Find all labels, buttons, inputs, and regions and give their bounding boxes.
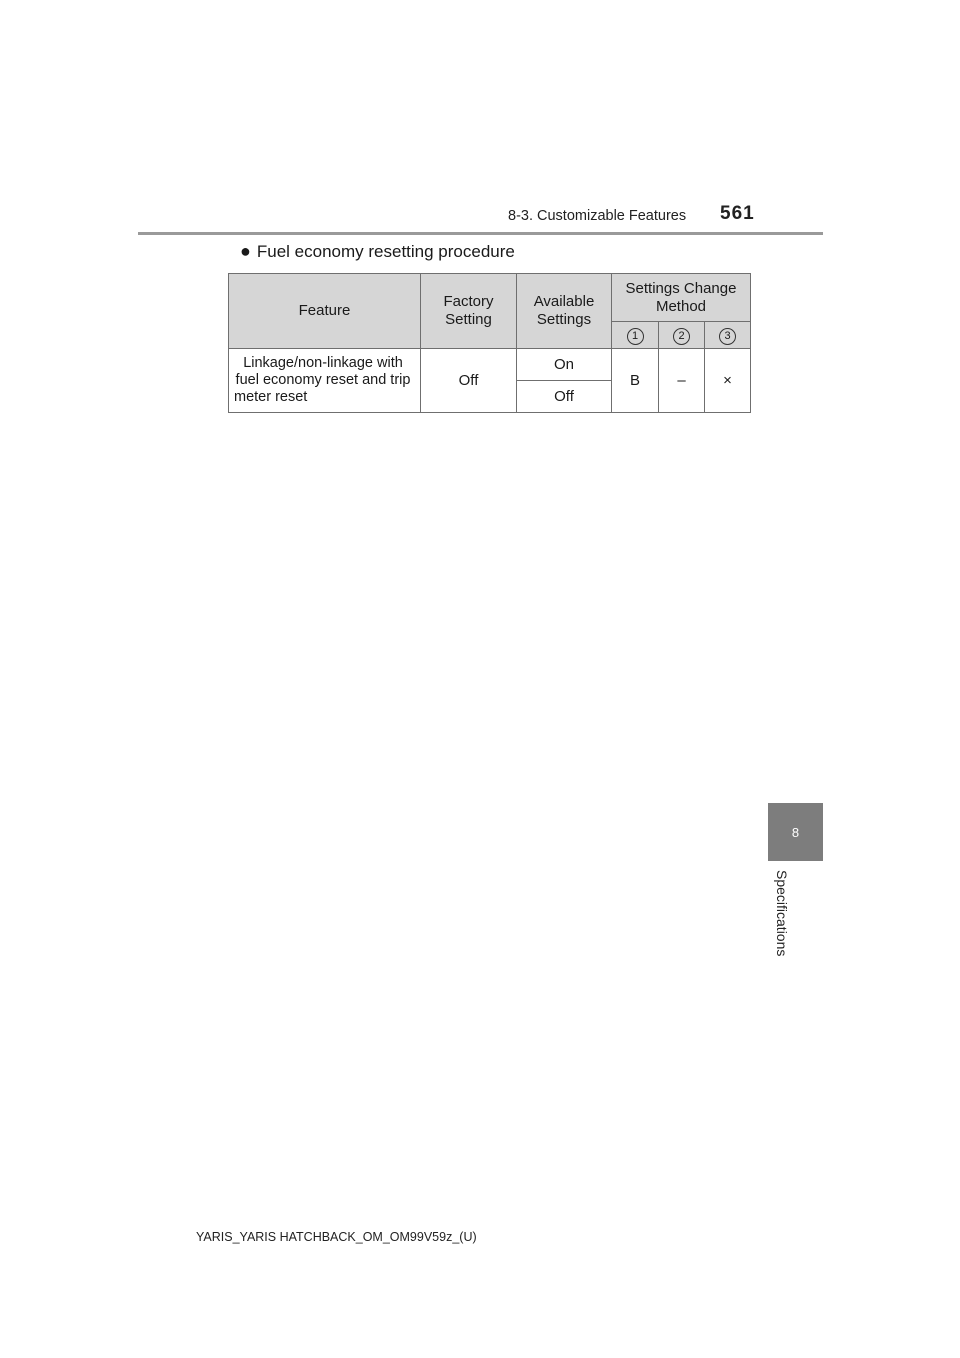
section-title: 8-3. Customizable Features — [508, 208, 687, 224]
available-setting-cell: On — [517, 349, 612, 381]
chapter-label-text: Specifications — [774, 870, 790, 957]
bullet-icon: ● — [240, 241, 251, 261]
header-divider — [138, 232, 823, 235]
circled-number-icon: 3 — [719, 328, 736, 345]
footer-document-id: YARIS_YARIS HATCHBACK_OM_OM99V59z_(U) — [196, 1230, 477, 1244]
chapter-label — [742, 870, 822, 957]
header-feature: Feature — [229, 274, 421, 349]
header-settings-change-method: Settings Change Method — [612, 274, 751, 322]
table-row — [229, 349, 751, 381]
method-3-cell: × — [705, 349, 751, 413]
header-method-1 — [612, 322, 659, 349]
feature-cell: Linkage/non-linkage with fuel economy reset and trip meter reset — [229, 349, 421, 413]
header-method-2 — [659, 322, 705, 349]
header-method-3 — [705, 322, 751, 349]
method-1-cell: B — [612, 349, 659, 413]
factory-setting-cell: Off — [421, 349, 517, 413]
circled-number-icon: 2 — [673, 328, 690, 345]
chapter-tab: 8 — [768, 803, 823, 861]
heading-text: Fuel economy resetting procedure — [256, 242, 515, 261]
method-2-cell: – — [659, 349, 705, 413]
header-available-settings: Available Settings — [517, 274, 612, 349]
settings-table — [228, 273, 751, 413]
header-factory-setting: Factory Setting — [421, 274, 517, 349]
available-setting-cell: Off — [517, 381, 612, 413]
page-number: 561 — [720, 203, 755, 224]
section-heading — [240, 241, 515, 262]
circled-number-icon: 1 — [627, 328, 644, 345]
